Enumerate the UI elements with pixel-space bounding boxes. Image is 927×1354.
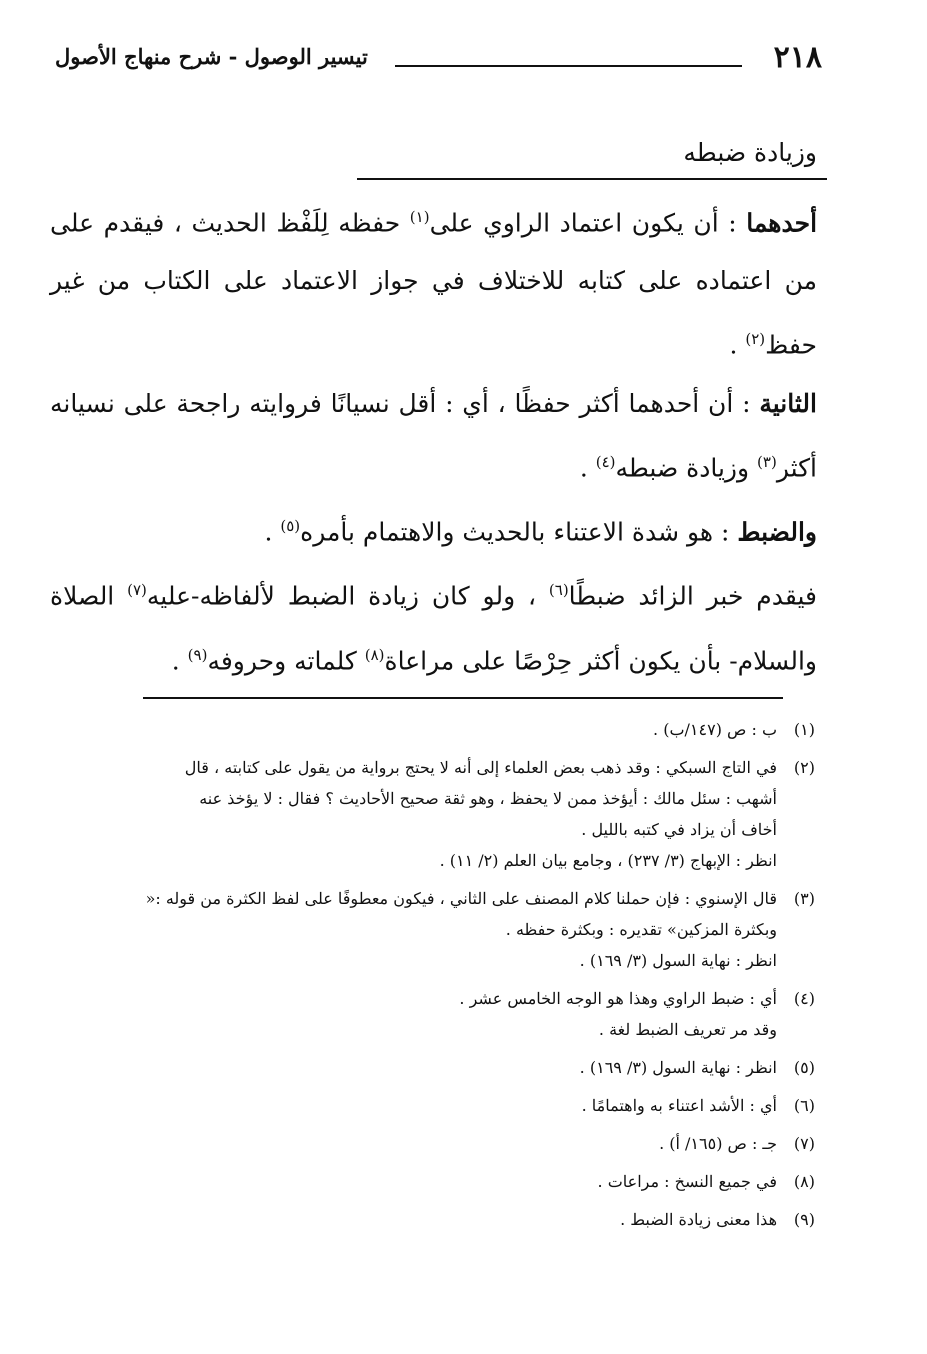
footnote-body — [45, 1128, 777, 1159]
footnote-separator — [143, 697, 783, 699]
p2-text-a: : أن أحدهما أكثر حفظًا ، أي : أقل نسيانًا فروايته راجحة على نسيانه أكثر — [50, 388, 817, 482]
p4-text-a: فيقدم خبر الزائد ضبطًا — [568, 581, 817, 611]
footnote-line: جـ : ص (١٦٥/ أ) . — [659, 1134, 777, 1153]
footnote-ref-8[interactable]: (٨) — [364, 645, 385, 664]
p4-text-e: . — [171, 645, 188, 675]
footnote-line: انظر : الإبهاج (٣/ ٢٣٧) ، وجامع بيان العلم (٢/ ١١) . — [439, 851, 777, 870]
footnotes — [45, 714, 815, 1242]
footnote-line: أخاف أن يزاد في كتبه بالليل . — [581, 820, 777, 839]
footnote-line: أي : الأشد اعتناء به واهتمامًا . — [581, 1096, 777, 1115]
footnote-1 — [45, 714, 815, 745]
p1-text-b: حفظه لِلَفْظ الحديث ، فيقدم على من اعتماده على كتابه للاختلاف في جواز الاعتماد على الكتاب من غير حفظ — [50, 208, 817, 360]
footnote-9 — [45, 1204, 815, 1235]
paragraph-first — [50, 188, 817, 375]
main-text — [50, 128, 817, 690]
footnote-ref-1[interactable]: (١) — [409, 208, 430, 226]
footnote-line: قال الإسنوي : فإن حملنا كلام المصنف على الثاني ، فيكون معطوفًا على لفظ الكثرة من قوله :« — [145, 889, 777, 908]
p1-text-c: . — [729, 330, 746, 360]
footnote-body — [45, 883, 777, 976]
footnote-number: (٥) — [793, 1058, 815, 1077]
footnote-number: (١) — [793, 720, 815, 739]
footnote-line: انظر : نهاية السول (٣/ ١٦٩) . — [579, 1058, 777, 1077]
term-dabt: والضبط — [737, 517, 817, 547]
header-rule — [395, 65, 742, 67]
continuation-rule — [357, 178, 827, 180]
page-header — [55, 40, 822, 80]
footnote-ref-9[interactable]: (٩) — [187, 645, 208, 664]
footnote-line: هذا معنى زيادة الضبط . — [620, 1210, 777, 1229]
footnote-number: (٢) — [793, 758, 815, 777]
footnote-ref-5[interactable]: (٥) — [280, 516, 301, 535]
footnote-ref-2[interactable]: (٢) — [745, 330, 766, 349]
paragraph-fourth — [50, 561, 817, 690]
footnote-number: (٨) — [793, 1172, 815, 1191]
continuation-text: وزيادة ضبطه — [683, 138, 817, 167]
term-first: أحدهما — [746, 208, 818, 238]
footnote-line: وبكثرة المزكين» تقديره : وبكثرة حفظه . — [505, 920, 777, 939]
footnote-number: (٦) — [793, 1096, 815, 1115]
p2-text-c: . — [579, 452, 596, 482]
footnote-6 — [45, 1090, 815, 1121]
footnote-5 — [45, 1052, 815, 1083]
footnote-number: (٣) — [793, 889, 815, 908]
p2-text-b: وزيادة ضبطه — [615, 452, 758, 482]
page-number: ٢١٨ — [773, 40, 822, 75]
p4-text-d: كلماته وحروفه — [207, 645, 365, 675]
footnote-line: أي : ضبط الراوي وهذا هو الوجه الخامس عشر . — [459, 989, 777, 1008]
footnote-line: انظر : نهاية السول (٣/ ١٦٩) . — [579, 951, 777, 970]
p3-text-b: . — [264, 517, 281, 547]
footnote-2 — [45, 752, 815, 876]
footnote-ref-7[interactable]: (٧) — [127, 581, 147, 600]
footnote-number: (٤) — [793, 989, 815, 1008]
footnote-line: في جميع النسخ : مراعات . — [597, 1172, 777, 1191]
paragraph-second — [50, 375, 817, 497]
footnote-line: ب : ص (١٤٧/ب) . — [653, 720, 777, 739]
p4-text-b: ، ولو كان زيادة الضبط لألفاظه-عليه — [146, 581, 549, 611]
footnote-body — [45, 1166, 777, 1197]
footnote-body — [45, 1204, 777, 1235]
footnote-body — [45, 752, 777, 876]
footnote-ref-6[interactable]: (٦) — [548, 581, 569, 600]
footnote-line: في التاج السبكي : وقد ذهب بعض العلماء إلى أنه لا يحتج برواية من يقول على كتابته ، قال — [184, 758, 777, 777]
footnote-number: (٩) — [793, 1210, 815, 1229]
footnote-body — [45, 983, 777, 1045]
footnote-line: أشهب : سئل مالك : أيؤخذ ممن لا يحفظ ، وهو ثقة صحيح الأحاديث ؟ فقال : لا يؤخذ عنه — [199, 789, 777, 808]
footnote-8 — [45, 1166, 815, 1197]
footnote-line: وقد مر تعريف الضبط لغة . — [598, 1020, 777, 1039]
footnote-body — [45, 1090, 777, 1121]
footnote-body — [45, 714, 777, 745]
footnote-number: (٧) — [793, 1134, 815, 1153]
footnote-7 — [45, 1128, 815, 1159]
running-title: تيسير الوصول - شرح منهاج الأصول — [55, 44, 368, 69]
term-second: الثانية — [759, 388, 817, 418]
footnote-ref-4[interactable]: (٤) — [595, 452, 616, 471]
p1-text-a: : أن يكون اعتماد الراوي على — [429, 208, 747, 238]
footnote-3 — [45, 883, 815, 976]
footnote-ref-3[interactable]: (٣) — [757, 452, 777, 471]
paragraph-definition — [50, 497, 817, 561]
p4-text-c: الصلاة والسلام- بأن يكون أكثر حِرْصًا على مراعاة — [50, 581, 817, 675]
p3-text-a: : هو شدة الاعتناء بالحديث والاهتمام بأمره — [300, 517, 738, 547]
footnote-body — [45, 1052, 777, 1083]
footnote-4 — [45, 983, 815, 1045]
